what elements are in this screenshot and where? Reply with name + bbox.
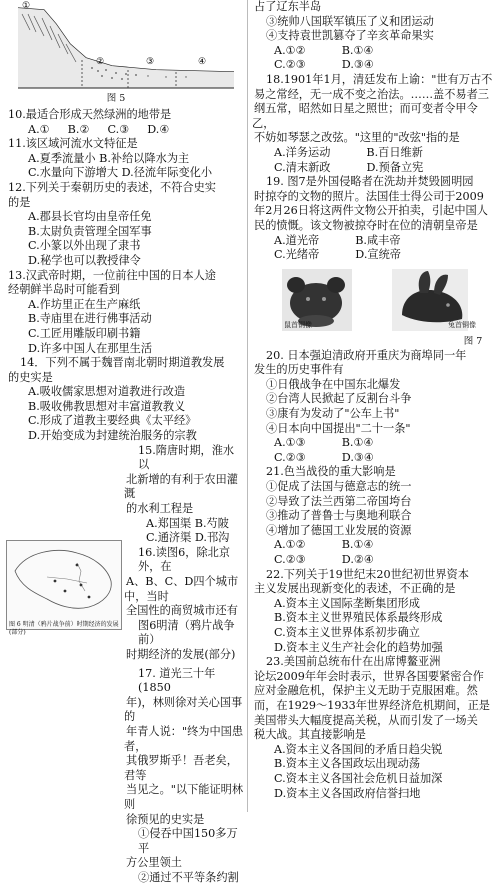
answer-option: C.③ (107, 122, 130, 136)
text-line: A、B、C、D四个城市中，当时 (124, 575, 239, 603)
answer-option: B.①④ (341, 43, 374, 57)
answer-option: C.②③ (274, 553, 306, 566)
text-line: ①侵吞中国150多万平 (138, 827, 238, 855)
figure-7-caption: 图 7 (463, 335, 483, 347)
text-line: 美国带头大幅度提高关税，从而引发了一场关 (254, 713, 478, 727)
text-line: 10.最适合形成天然绿洲的地带是 (8, 108, 172, 121)
text-line: ③推动了普鲁士与奥地利联合 (266, 509, 412, 523)
text-line: 年2月26日将这两件文物公开拍卖，引起中国人 (254, 204, 488, 218)
answer-option: A.① (28, 122, 50, 136)
text-line: B.寺庙里在进行佛事活动 (28, 312, 152, 326)
text-line: 其俄罗斯乎！吾老矣，君等 (124, 754, 238, 782)
text-line: 论坛2009年年会时表示，世界各国要紧密合作 (254, 669, 484, 683)
terrain-profile-figure (16, 0, 236, 92)
text-line: 当见之。"以下能证明林则 (124, 783, 244, 811)
question-15-16-block (6, 444, 244, 663)
marker-1: ① (22, 1, 31, 11)
text-line: 21.色当战役的重大影响是 (266, 465, 396, 479)
text-line: C.形成了道教主要经典《太平经》 (28, 414, 197, 428)
text-line: B.资本主义世界殖民体系最终形成 (274, 611, 443, 625)
map-figure-6 (6, 540, 122, 637)
text-line: 应对金融危机，保护主义无助于克服困难。然 (254, 684, 478, 698)
answer-option: C.②③ (274, 58, 306, 72)
text-line: 纲五常，昭然如日星之照世；而可变者令甲令乙， (252, 102, 478, 130)
answer-option: D.②④ (341, 553, 374, 566)
text-line: C.资本主义世界体系初步确立 (274, 625, 420, 639)
china-economy-map (7, 541, 121, 617)
marker-4: ④ (198, 57, 207, 67)
text-line: 民的愤慨。该文物被掠夺时在位的清朝皇帝是 (254, 218, 478, 232)
text-line: 主义发展出现新变化的表述，不正确的是 (254, 582, 456, 596)
text-line: D.资本主义各国政府信誉扫地 (274, 786, 421, 800)
left-questions (6, 108, 244, 444)
answer-options (252, 538, 496, 553)
answer-option: D.预备立宪 (366, 160, 424, 174)
marker-2: ② (96, 57, 105, 67)
text-line: 年青人说："终为中国患者， (124, 724, 244, 753)
answer-option: C.②③ (274, 450, 306, 464)
answer-option: D.③④ (341, 450, 374, 464)
text-line: ③统帅八国联军镇压了义和团运动 (266, 14, 434, 28)
text-line: 税大战。其直接影响是 (254, 728, 366, 742)
answer-options (252, 58, 496, 73)
text-line: C.工匠用雕版印刷书籍 (28, 326, 141, 340)
answer-options (252, 161, 496, 176)
text-line: A.吸收儒家思想对道教进行改造 (28, 385, 186, 399)
figure-5 (6, 0, 244, 108)
questions-15-16 (124, 444, 244, 663)
text-line: 13.汉武帝时期，一位前往中国的日本人途 (8, 268, 216, 282)
text-line: 徐预见的史实是 (126, 812, 205, 826)
text-line: 17. 道光三十年(1850 (138, 666, 216, 695)
text-line: A.资本主义各国间的矛盾日趋尖锐 (274, 742, 443, 756)
text-line: D.许多中国人在那里生活 (28, 341, 153, 355)
right-questions-lower (252, 349, 496, 801)
answer-options (252, 436, 496, 451)
text-line: 12.下列关于秦朝历史的表述，不符合史实 (8, 180, 216, 194)
text-line: 的史实是 (8, 370, 53, 384)
rat-head-label: 鼠首铜像 (284, 320, 312, 329)
text-line: C.通济渠 D.邗沟 (146, 531, 230, 545)
answer-option: B.② (67, 122, 90, 136)
answer-option: A.①② (274, 538, 306, 552)
text-line: ④日本向中国提出"二十一条" (266, 421, 411, 435)
answer-options (252, 451, 496, 466)
text-line: 14．下列不属于魏晋南北朝时期道教发展 (20, 356, 225, 370)
answer-option: B.①④ (341, 436, 374, 450)
left-column (6, 0, 244, 885)
answer-options (252, 44, 496, 59)
answer-option: A.①③ (274, 436, 306, 450)
text-line: 的水利工程是 (126, 502, 194, 516)
text-line: B.太尉负责管理全国军事 (28, 224, 152, 238)
figure-7 (252, 265, 496, 347)
text-line: B.吸收佛教思想对丰富道教教义 (28, 399, 186, 413)
text-line: ①促成了法国与德意志的统一 (266, 480, 412, 494)
text-line: ④增加了德国工业发展的资源 (266, 523, 412, 537)
text-line: B.资本主义各国政坛出现动荡 (274, 757, 421, 771)
text-line: 15.隋唐时期，淮水以 (138, 443, 235, 472)
answer-option: C.清末新政 (274, 160, 331, 174)
text-line: 20. 日本强迫清政府开重庆为商埠同一年 (266, 348, 467, 362)
text-line: ①日俄战争在中国东北爆发 (266, 377, 401, 391)
text-line: C.资本主义各国社会危机日益加深 (274, 771, 443, 785)
text-line: 经朝鲜半岛时可能看到 (8, 283, 120, 297)
text-line: 23.美国前总统布什在出席博鳌亚洲 (266, 655, 441, 669)
right-column (252, 0, 496, 801)
answer-option: D.宣统帝 (355, 248, 401, 262)
answer-options (252, 146, 496, 161)
text-line: A.作坊里正在生产麻纸 (28, 297, 141, 311)
text-line: 18.1901年1月，清廷发布上谕："世有万古不 (266, 72, 493, 86)
figure-5-caption: 图 5 (106, 93, 126, 104)
text-line: 易之常经，无一成不变之治法。……盖不易者三 (254, 87, 489, 101)
answer-options (252, 553, 496, 568)
text-line: D.秘学也可以教授律令 (28, 253, 141, 267)
text-line: 北新增的有利于农田灌溉 (124, 472, 238, 501)
text-line: 22.下列关于19世纪末20世纪初世界资本 (266, 567, 469, 581)
text-line: D.开始变成为封建统治服务的宗教 (28, 429, 197, 443)
text-line: ②通过不平等条约割 (138, 870, 239, 884)
marker-3: ③ (146, 57, 155, 67)
answer-option: A.①② (274, 43, 306, 57)
answer-option: A.道光帝 (274, 233, 320, 247)
answer-options (252, 234, 496, 249)
answer-options (6, 123, 244, 138)
text-line: 不妨如琴瑟之改弦。"这里的"改弦"指的是 (254, 131, 460, 145)
answer-option: B.咸丰帝 (355, 233, 401, 247)
text-line: 而，在1929～1933年世界经济危机期间，正是 (254, 698, 490, 712)
rabbit-head-label: 兔首铜像 (448, 320, 476, 329)
text-line: A.资本主义国际垄断集团形成 (274, 596, 420, 610)
question-17 (124, 667, 244, 885)
text-line: 发生的历史事件有 (254, 363, 344, 377)
text-line: A.郑国渠 B.芍陂 (146, 516, 229, 530)
text-line: A.郡县长官均由皇帝任免 (28, 210, 152, 224)
answer-option: D.④ (147, 122, 170, 136)
text-line: 全国性的商贸城市还有 (126, 604, 238, 618)
text-line: D.资本主义生产社会化的趋势加强 (274, 640, 443, 654)
answer-option: D.③④ (341, 58, 374, 72)
answer-options (252, 248, 496, 263)
text-line: 16.读图6，除北京外，在 (138, 545, 231, 574)
text-line: C.小篆以外出现了隶书 (28, 239, 141, 253)
text-line: A.夏季流量小 B.补给以降水为主 (28, 151, 190, 165)
map-caption: 图 6 明清（鸦片战争前）时期经济的发展(部分) (9, 621, 119, 637)
answer-option: B.①④ (341, 538, 374, 552)
text-line: 11.该区域河流水文特征是 (8, 137, 138, 151)
text-line: ②台湾人民掀起了反割台斗争 (266, 392, 412, 406)
text-line: 时掠夺的文物的照片。法国佳士得公司于2009 (254, 189, 484, 203)
text-line: 方公里领土 (126, 856, 182, 870)
text-line: 时期经济的发展(部分) (126, 647, 236, 661)
text-line: 19. 图7是外国侵略者在洗劫并焚毁圆明园 (266, 175, 474, 189)
text-line: ④支持袁世凯篡夺了辛亥革命果实 (266, 29, 434, 43)
answer-option: C.光绪帝 (274, 248, 320, 262)
column-divider (247, 0, 248, 812)
text-line: 占了辽东半岛 (254, 0, 322, 13)
text-line: ③康有为发动了"公车上书" (266, 407, 400, 421)
text-line: 的是 (8, 195, 31, 209)
answer-option: A.洋务运动 (274, 145, 331, 159)
answer-option: B.百日维新 (366, 145, 423, 159)
text-line: C.水量向下游增大 D.径流年际变化小 (28, 166, 213, 180)
text-line: 图6明清（鸦片战争前） (138, 618, 235, 647)
text-line: 年)，林则徐对关心国事的 (124, 695, 243, 724)
text-line: ②导致了法兰西第二帝国垮台 (266, 494, 412, 508)
right-questions-upper (252, 0, 496, 263)
